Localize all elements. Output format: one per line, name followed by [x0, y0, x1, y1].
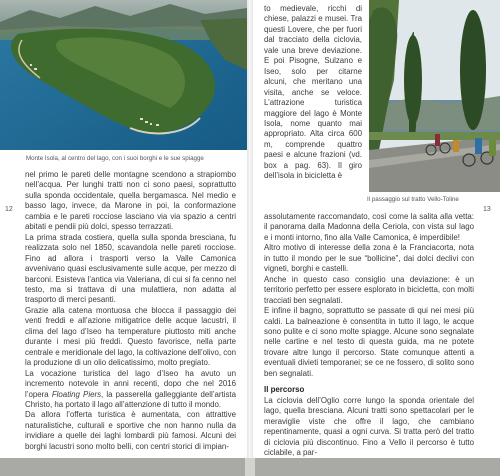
monte-isola-photo	[0, 0, 247, 150]
wide-paragraph-3: Anche in questo caso consiglio una deviazione: è un territorio perfetto per essere esplorato in bicicletta, con molti tracciati ben segnalati.	[264, 274, 474, 305]
italic-term: Floating Piers	[51, 389, 102, 399]
left-paragraph: Da allora l’offerta turistica è aumentata, con attrattive naturalistiche, culturali e sportive che non hanno nulla da invidiare a quelle dei laghi lombardi più famosi. Alcuni dei borghi lacustri sono molto belli, con centri storici di impian-	[25, 410, 236, 451]
left-paragraph: La vocazione turistica del lago d’Iseo ha avuto un incremento notevole in anni recenti, dopo che nel 2016 l’opera Floating Piers, la passerella galleggiante dell’artista Christo, ha portato il lago all’attenzione di tutto il mondo.	[25, 368, 237, 409]
section-body: La ciclovia dell’Oglio corre lungo la sponda orientale del lago, quella bresciana. Alcuni tratti sono spettacolari per le meraviglie viste che offre il lago, che cambiano repentinamente, quasi a ogni curva. Si tratta però del tratto di ciclovia più discontinuo. Fino a Vello il percorso è tutto ciclabile, a par-	[264, 395, 474, 457]
book-gutter	[247, 0, 253, 476]
right-narrow-column: to medievale, ricchi di chiese, palazzi e musei. Tra questi Lovere, che per fuori dal tracciato della ciclovia, vale una breve deviazione. E poi Pisogne, Sulzano e Iseo, solo per citarne alcuni, che meritano una visita, anche se veloce. L’attrazione turistica maggiore del lago è Monte Isola, nome quanto mai appropriato. Alta circa 600 m, comprende quattro paesi e alcune frazioni (vd. box a pag. 63). Il giro dell’isola in bicicletta è	[264, 4, 362, 181]
left-paragraph: Grazie alla catena montuosa che blocca il passaggio dei venti freddi e all’azione mitigatrice delle acque lacustri, il clima del lago d’Iseo ha temperature piuttosto miti anche durante i mesi più freddi. Questo favorisce, nella parte centrale e meridionale del lago, la coltivazione dell’olivo, con la produzione di un olio delicatissimo, molto pregiato.	[25, 305, 236, 368]
wide-paragraph-2: Altro motivo di interesse della zona è la Franciacorta, nota in tutto il mondo per le sue “bollicine”, dai dolci declivi con vigneti, borghi e castelli.	[264, 243, 474, 274]
wide-paragraph-1: assolutamente raccomandato, così come la salita alla vetta: il panorama dalla Madonna della Ceriola, con vista sul lago e i monti intorno, fino alla Valle Camonica, è imperdibile!	[264, 212, 474, 242]
right-wide-column	[264, 212, 474, 458]
left-page-number: 12	[5, 206, 13, 213]
left-photo-caption: Monte Isola, al centro del lago, con i suoi borghi e le sue spiagge	[26, 155, 204, 162]
right-photo-caption: Il passaggio sul tratto Vello-Toline	[367, 196, 459, 203]
left-body-text	[25, 170, 236, 452]
left-paragraph: nel primo le pareti delle montagne scendono a strapiombo nell’acqua. Per lunghi tratti non ci sono paesi, soprattutto sulla sponda occidentale, quella bergamasca. Nel medio e basso lago, invece, da Marone in poi, la conformazione cambia e le pareti rocciose lasciano via via spazio a centri abitati e pendii più dolci, spesso terrazzati.	[25, 170, 236, 232]
wide-paragraph-4: E infine il bagno, soprattutto se passate di qui nei mesi più caldi. La balneazione è consentita in tutto il lago, le acque sono pulite e ci sono molte spiagge. Alcune sono segnalate nelle cartine e nel testo di questa guida, ma ne potete trovare altre lungo il percorso. State comunque attenti a eventuali divieti temporanei; se ce ne fossero, di solito sono ben segnalati.	[264, 306, 474, 378]
bottom-edge	[0, 458, 500, 476]
right-page-number: 13	[483, 206, 491, 213]
section-heading: Il percorso	[264, 385, 305, 395]
left-paragraph: La prima strada costiera, quella sulla sponda bresciana, fu realizzata solo nel 1850, scavandola nelle pareti rocciose. Fino ad allora i trasporti verso la Valle Camonica avvenivano quasi esclusivamente sulle acque, per mezzo di barconi. Esisteva l’antica via Valeriana, di cui si fa cenno nel testo, ma si trattava di una mulattiera, non adatta al trasporto di merci pesanti.	[25, 232, 236, 305]
left-body-paragraphs	[25, 170, 236, 452]
cyclists-path-photo	[369, 0, 500, 192]
